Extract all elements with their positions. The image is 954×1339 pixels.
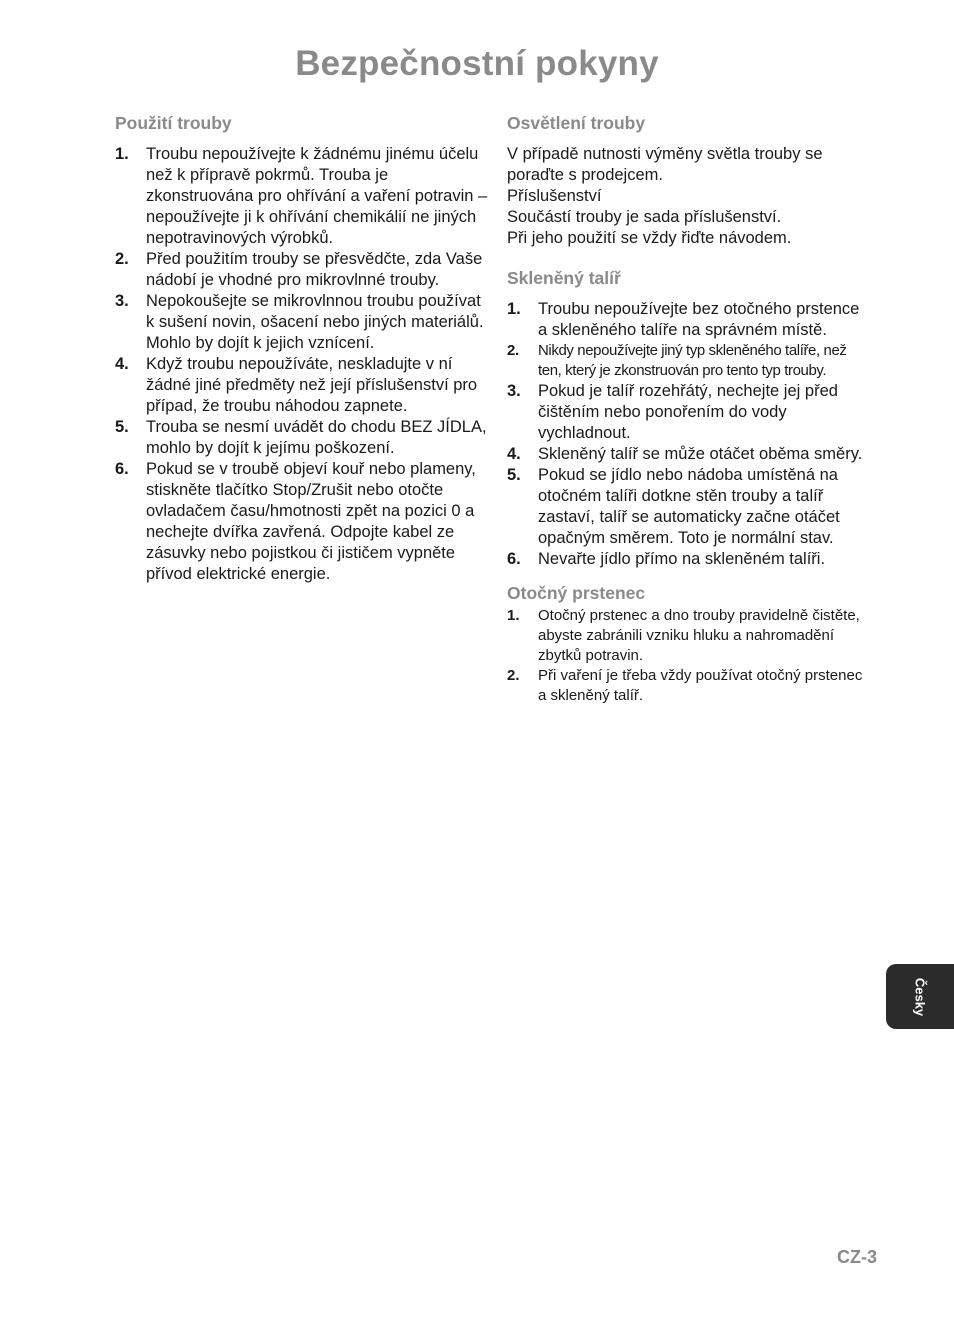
- glass-tray-list: [507, 299, 872, 570]
- section-heading-glass-tray: Skleněný talíř: [507, 268, 621, 288]
- list-item: [507, 299, 872, 341]
- language-tab-label: Česky: [912, 977, 928, 1016]
- accessories-text: Součástí trouby je sada příslušenství.: [507, 208, 782, 226]
- item-number: 2.: [115, 250, 129, 268]
- list-item: [507, 606, 872, 666]
- item-number: 5.: [507, 466, 521, 484]
- item-number: 6.: [507, 550, 521, 568]
- item-text: Nevařte jídlo přímo na skleněném talíři.: [538, 550, 826, 568]
- item-text: Troubu nepoužívejte k žádnému jinému účelu než k přípravě pokrmů. Trouba je zkonstruována pro ohřívání a vaření potravin – nepoužívejte ji k ohřívání chemikálií ne jiných nepotravinových výrobků.: [146, 145, 488, 247]
- list-item: [115, 249, 490, 291]
- item-text: Pokud je talíř rozehřátý, nechejte jej před čištěním nebo ponořením do vody vychladnout.: [538, 382, 838, 442]
- item-text: Pokud se v troubě objeví kouř nebo plameny, stiskněte tlačítko Stop/Zrušit nebo otočte ovladačem času/hmotnosti zpět na pozici 0 a nechejte dvířka zavřená. Odpojte kabel ze zásuvky nebo pojistkou či jističem vypněte přívod elektrické energie.: [146, 460, 476, 583]
- list-item: [507, 381, 872, 444]
- item-text: Otočný prstenec a dno trouby pravidelně čistěte, abyste zabránili vzniku hluku a nahromadění zbytků potravin.: [538, 607, 860, 664]
- item-number: 6.: [115, 460, 129, 478]
- item-text: Při vaření je třeba vždy používat otočný prstenec a skleněný talíř.: [538, 667, 863, 704]
- list-item: [507, 549, 872, 570]
- list-item: [115, 291, 490, 354]
- right-column: [507, 110, 872, 706]
- list-item: [115, 417, 490, 459]
- list-item: [507, 465, 872, 549]
- list-item: [115, 354, 490, 417]
- rotating-ring-list: [507, 606, 872, 706]
- item-number: 5.: [115, 418, 129, 436]
- item-text: Nepokoušejte se mikrovlnnou troubu používat k sušení novin, ošacení nebo jiných materiálů. Mohlo by dojít k jejich vznícení.: [146, 292, 484, 352]
- section-heading-rotating-ring: Otočný prstenec: [507, 583, 646, 603]
- item-number: 2.: [507, 342, 519, 359]
- list-item: [115, 459, 490, 585]
- list-item: [507, 341, 872, 381]
- language-tab: [886, 964, 954, 1029]
- lighting-text: V případě nutnosti výměny světla trouby se poraďte s prodejcem.: [507, 145, 823, 184]
- item-number: 1.: [507, 607, 520, 624]
- item-number: 1.: [507, 300, 521, 318]
- item-number: 2.: [507, 667, 520, 684]
- item-number: 3.: [115, 292, 129, 310]
- oven-use-list: [115, 144, 490, 585]
- section-heading-oven-use: Použití trouby: [115, 113, 232, 133]
- list-item: [115, 144, 490, 249]
- item-text: Před použitím trouby se přesvědčte, zda Vaše nádobí je vhodné pro mikrovlnné trouby.: [146, 250, 483, 289]
- item-text: Pokud se jídlo nebo nádoba umístěná na otočném talíři dotkne stěn trouby a talíř zastaví, talíř se automaticky začne otáčet opačným směrem. Toto je normální stav.: [538, 466, 840, 547]
- item-number: 4.: [507, 445, 521, 463]
- item-text: Když troubu nepoužíváte, neskladujte v ní žádné jiné předměty než její příslušenství pro případ, že troubu náhodou zapnete.: [146, 355, 478, 415]
- accessories-label: Příslušenství: [507, 187, 602, 205]
- item-text: Troubu nepoužívejte bez otočného prstence a skleněného talíře na správném místě.: [538, 300, 860, 339]
- page-title: Bezpečnostní pokyny: [295, 44, 659, 83]
- item-number: 1.: [115, 145, 129, 163]
- item-number: 3.: [507, 382, 521, 400]
- section-heading-oven-lighting: Osvětlení trouby: [507, 113, 646, 133]
- left-column: [115, 110, 490, 585]
- list-item: [507, 666, 872, 706]
- item-text: Trouba se nesmí uvádět do chodu BEZ JÍDLA, mohlo by dojít k jejímu poškození.: [146, 418, 487, 457]
- item-number: 4.: [115, 355, 129, 373]
- list-item: [507, 444, 872, 465]
- item-text: Nikdy nepoužívejte jiný typ skleněného talíře, než ten, který je zkonstruován pro tento typ trouby.: [538, 342, 847, 379]
- item-text: Skleněný talíř se může otáčet oběma směry.: [538, 445, 863, 463]
- accessories-instructions: Při jeho použití se vždy řiďte návodem.: [507, 229, 792, 247]
- page-number: CZ-3: [837, 1247, 877, 1267]
